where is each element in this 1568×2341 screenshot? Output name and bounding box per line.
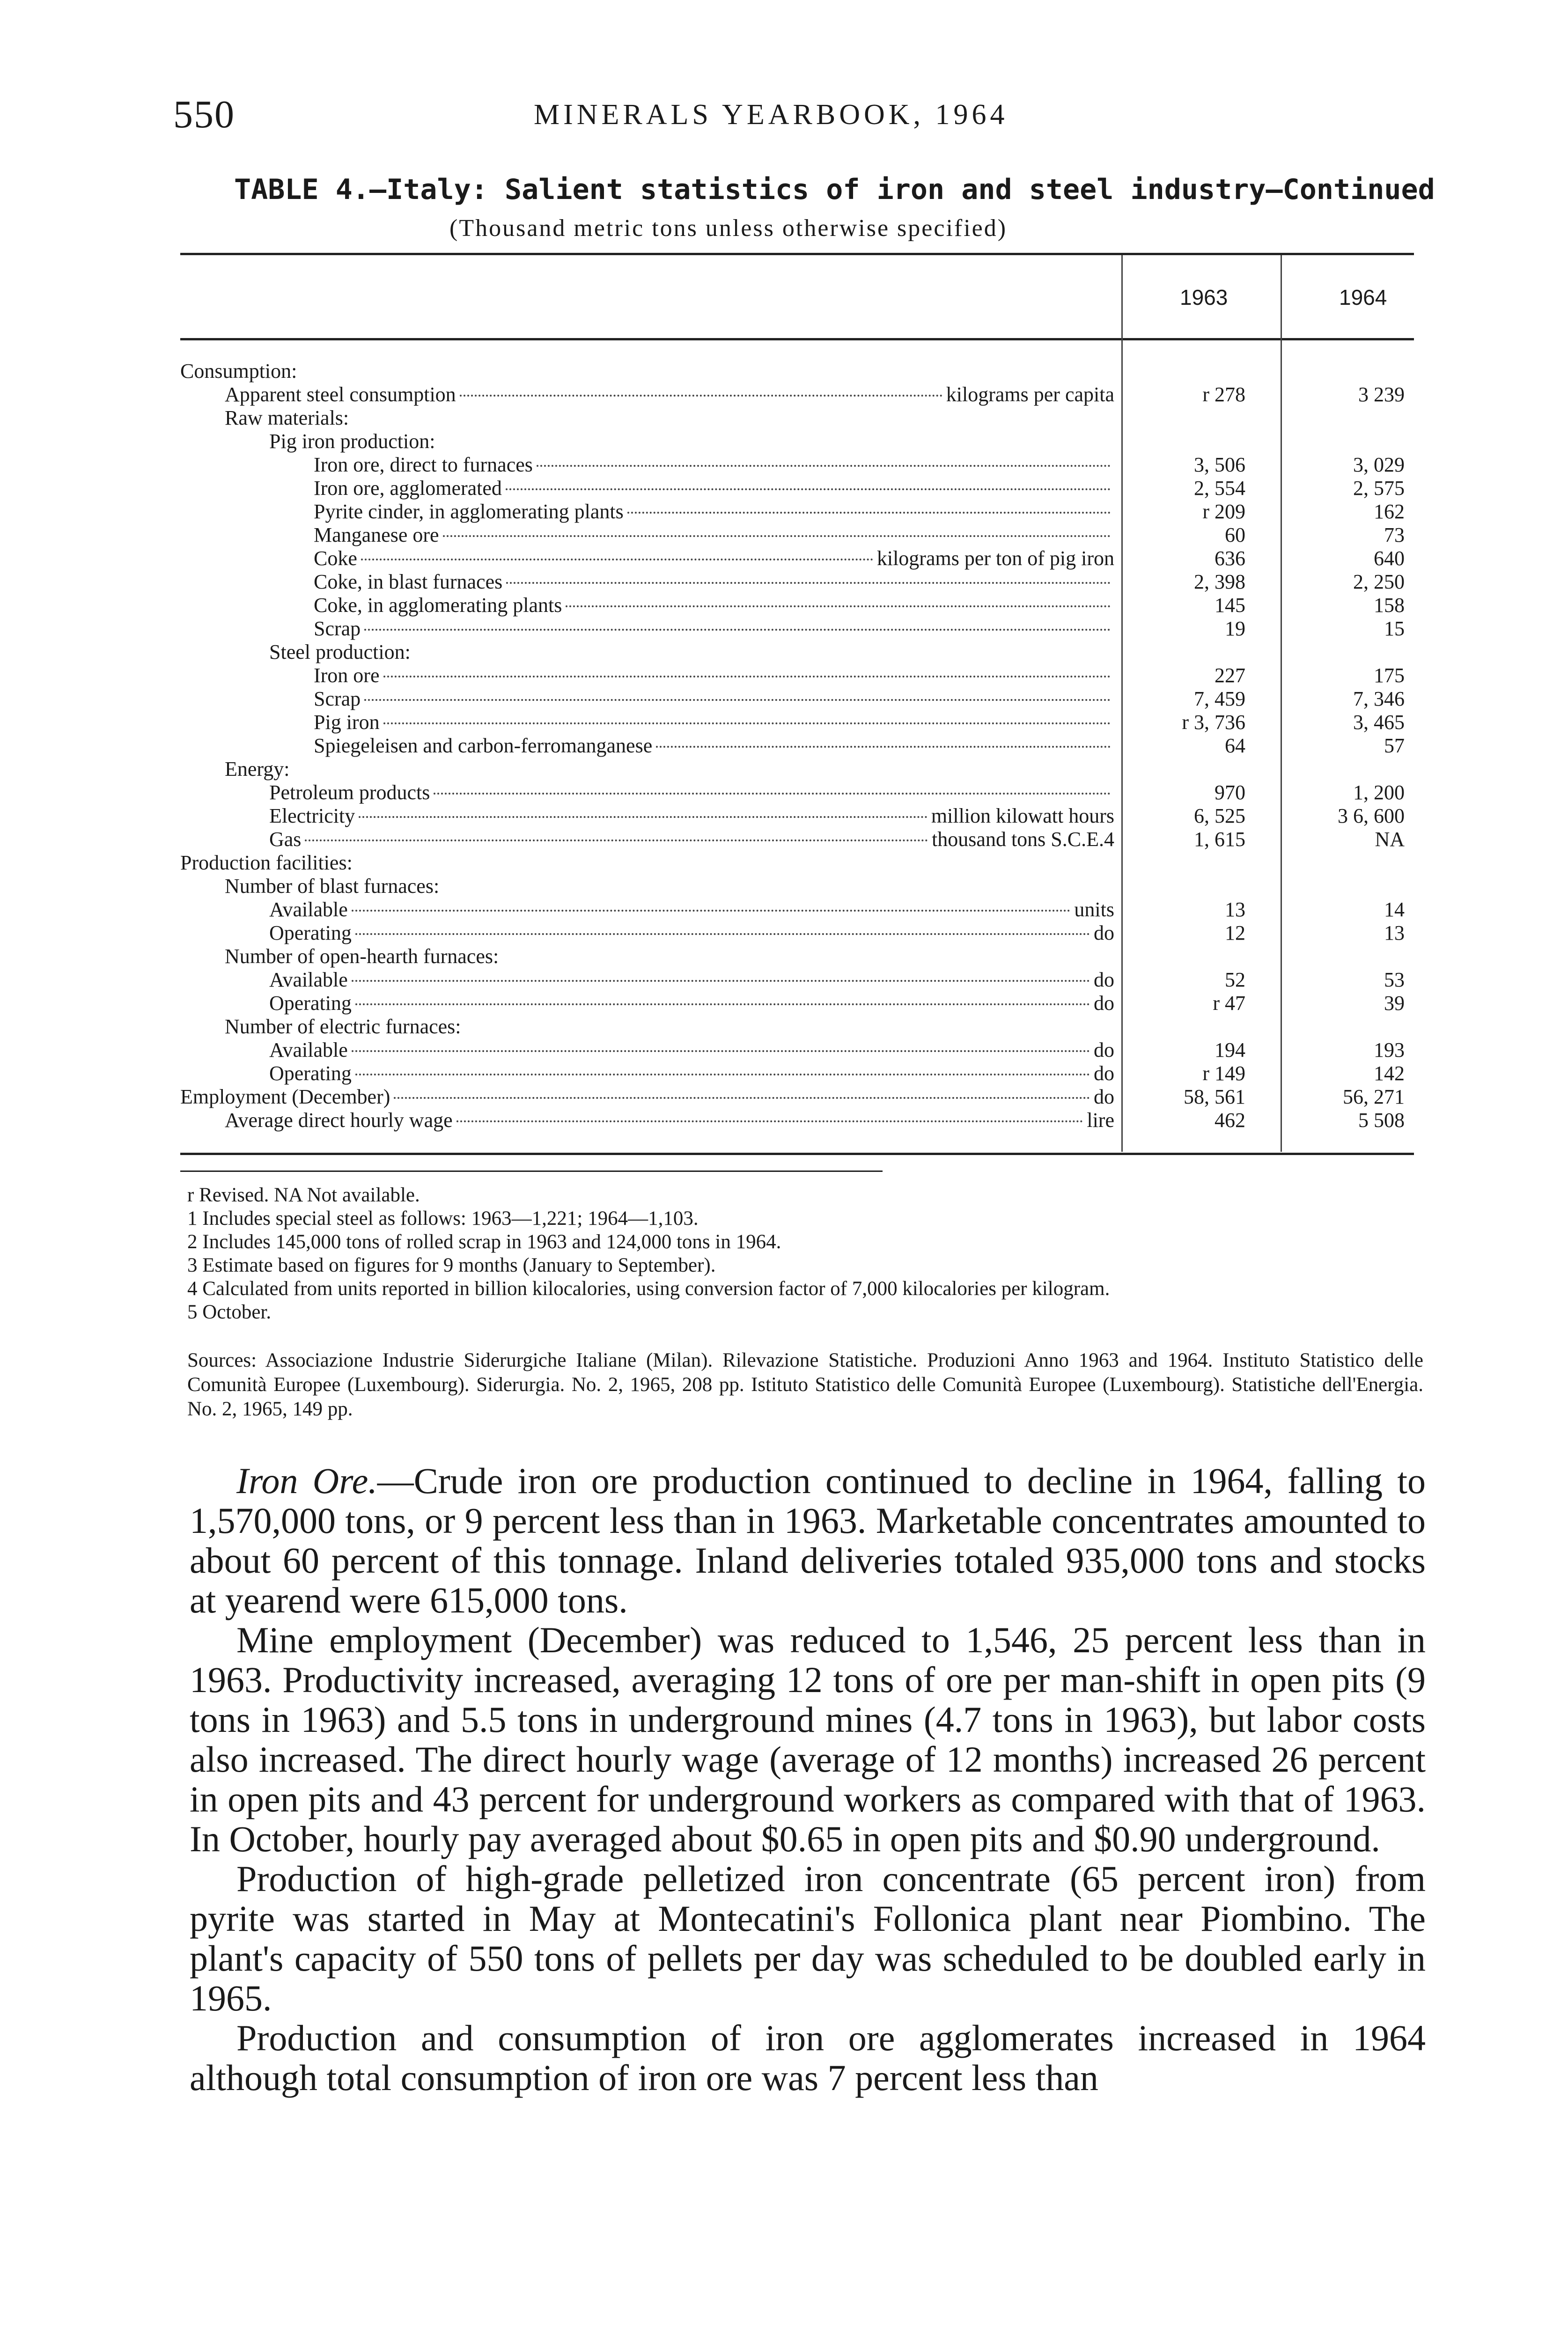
table-row <box>180 430 1414 453</box>
footnote: 2 Includes 145,000 tons of rolled scrap in 1963 and 124,000 tons in 1964. <box>187 1231 781 1253</box>
table-row <box>180 594 1414 617</box>
value-1964: 56, 271 <box>1343 1085 1405 1108</box>
row-unit: units <box>1074 898 1114 921</box>
row-label-wrap <box>314 570 1114 594</box>
table-row <box>180 406 1414 430</box>
paragraph-iron-ore <box>190 1461 1426 1620</box>
section-lead: Iron Ore. <box>236 1460 377 1501</box>
leader-dots <box>361 559 873 560</box>
footnote: 1 Includes special steel as follows: 1963—1,221; 1964—1,103. <box>187 1207 699 1229</box>
leader-dots <box>355 933 1090 935</box>
row-label-wrap <box>314 523 1114 547</box>
row-unit: kilograms per ton of pig iron <box>876 547 1114 570</box>
table-row <box>180 383 1414 406</box>
row-label: Gas <box>269 828 302 851</box>
row-label-wrap <box>225 1015 1114 1038</box>
table-row <box>180 992 1414 1015</box>
value-1963: r 149 <box>1202 1062 1245 1085</box>
row-label: Spiegeleisen and carbon-ferromanganese <box>314 734 653 757</box>
row-label: Number of blast furnaces: <box>225 875 440 898</box>
table-row <box>180 945 1414 968</box>
row-label: Available <box>269 1038 348 1061</box>
table-row <box>180 640 1414 664</box>
leader-dots <box>352 980 1090 982</box>
row-label-wrap <box>269 430 1114 453</box>
leader-dots <box>305 839 928 841</box>
leader-dots <box>537 465 1111 467</box>
row-label: Production facilities: <box>180 851 353 874</box>
table-row <box>180 500 1414 523</box>
row-label: Manganese ore <box>314 523 439 546</box>
table-row <box>180 711 1414 734</box>
row-label: Number of open-hearth furnaces: <box>225 945 499 968</box>
leader-dots <box>394 1097 1090 1099</box>
row-label: Operating <box>269 921 352 944</box>
value-1964: 193 <box>1374 1038 1405 1061</box>
row-label: Available <box>269 968 348 991</box>
row-label: Coke, in blast furnaces <box>314 570 503 593</box>
row-unit: do <box>1094 968 1114 991</box>
leader-dots <box>566 605 1111 607</box>
value-1963: 12 <box>1225 921 1245 944</box>
value-1963: r 47 <box>1213 992 1245 1015</box>
row-label-wrap <box>314 547 1114 570</box>
row-label-wrap <box>269 804 1114 828</box>
row-unit: do <box>1094 1038 1114 1061</box>
value-1963: 7, 459 <box>1194 687 1245 710</box>
footnote: 4 Calculated from units reported in billion kilocalories, using conversion factor of 7,000 kilocalories per kilogram. <box>187 1278 1110 1300</box>
row-label-wrap <box>314 617 1114 640</box>
value-1964: 57 <box>1384 734 1405 757</box>
table-row <box>180 921 1414 945</box>
table-row <box>180 828 1414 851</box>
table-row <box>180 453 1414 477</box>
statistics-table <box>180 360 1414 1132</box>
row-label-wrap <box>225 875 1114 898</box>
paragraph-pellets: Production of high-grade pelletized iron concentrate (65 percent iron) from pyrite was started in May at Montecatini's Follonica plant near Piombino. The plant's capacity of 550 tons of pellets per day was scheduled to be doubled early in 1965. <box>190 1858 1426 2018</box>
sources-note: Sources: Associazione Industrie Siderurgiche Italiane (Milan). Rilevazione Statistiche. Produzioni Anno 1963 and 1964. Instituto Statistico delle Comunità Europee (Luxembourg). Siderurgia. No. 2, 1965, 208 pp. Istituto Statistico delle Comunità Europee (Luxembourg). Statistiche dell'Energia. No. 2, 1965, 149 pp. <box>187 1349 1423 1420</box>
table-row <box>180 968 1414 992</box>
value-1963: 3, 506 <box>1194 453 1245 476</box>
leader-dots <box>443 535 1111 537</box>
row-unit: do <box>1094 1085 1114 1108</box>
row-label-wrap <box>225 406 1114 430</box>
value-1963: 60 <box>1225 523 1245 546</box>
row-label-wrap <box>269 968 1114 992</box>
table-title: TABLE 4.—Italy: Salient statistics of iron and steel industry—Continued <box>234 173 1435 206</box>
value-1963: 194 <box>1215 1038 1245 1061</box>
table-row <box>180 617 1414 640</box>
table-row <box>180 804 1414 828</box>
row-label: Pig iron production: <box>269 430 435 453</box>
row-label-wrap <box>314 734 1114 758</box>
value-1963: 636 <box>1215 547 1245 570</box>
value-1964: 3, 465 <box>1353 711 1405 734</box>
paragraph-employment: Mine employment (December) was reduced to 1,546, 25 percent less than in 1963. Productivity increased, averaging 12 tons of ore per man-shift in open pits (9 tons in 1963) and 5.5 tons in underground mines (4.7 tons in 1963), but labor costs also increased. The direct hourly wage (average of 12 months) increased 26 percent in open pits and 43 percent for underground workers as compared with that of 1963. In October, hourly pay averaged about $0.65 in open pits and $0.90 underground. <box>190 1620 1426 1859</box>
row-label: Operating <box>269 992 352 1015</box>
leader-dots <box>352 910 1071 912</box>
row-label: Number of electric furnaces: <box>225 1015 461 1038</box>
value-1964: 142 <box>1374 1062 1405 1085</box>
table-row <box>180 875 1414 898</box>
value-1964: 53 <box>1384 968 1405 991</box>
footnote: 3 Estimate based on figures for 9 months (January to September). <box>187 1254 716 1276</box>
row-unit: do <box>1094 921 1114 944</box>
column-header-1963: 1963 <box>1180 285 1228 309</box>
leader-dots <box>627 512 1111 514</box>
leader-dots <box>352 1050 1090 1052</box>
leader-dots <box>506 582 1111 584</box>
table-head-rule <box>180 338 1414 340</box>
value-1964: 162 <box>1374 500 1405 523</box>
value-1963: 58, 561 <box>1184 1085 1245 1108</box>
row-label-wrap <box>225 383 1114 406</box>
leader-dots <box>383 676 1111 677</box>
row-label: Available <box>269 898 348 921</box>
row-label: Iron ore, agglomerated <box>314 477 502 500</box>
row-label-wrap <box>180 1085 1114 1109</box>
leader-dots <box>460 395 942 397</box>
row-label: Operating <box>269 1062 352 1085</box>
table-row <box>180 851 1414 875</box>
leader-dots <box>434 793 1111 795</box>
leader-dots <box>364 629 1111 631</box>
leader-dots <box>355 1003 1090 1005</box>
row-unit: lire <box>1087 1109 1114 1132</box>
row-label-wrap <box>269 1038 1114 1062</box>
row-label: Pig iron <box>314 711 380 734</box>
value-1964: 14 <box>1384 898 1405 921</box>
row-label: Electricity <box>269 804 355 827</box>
value-1964: 5 508 <box>1358 1109 1405 1132</box>
table-row <box>180 523 1414 547</box>
table-row <box>180 1085 1414 1109</box>
row-label-wrap <box>225 945 1114 968</box>
row-label-wrap <box>269 992 1114 1015</box>
row-label: Petroleum products <box>269 781 430 804</box>
value-1963: 6, 525 <box>1194 804 1245 827</box>
row-label-wrap <box>225 1109 1114 1132</box>
value-1963: r 3, 736 <box>1182 711 1245 734</box>
table-row <box>180 360 1414 383</box>
leader-dots <box>364 699 1111 701</box>
leader-dots <box>456 1120 1083 1122</box>
value-1964: 39 <box>1384 992 1405 1015</box>
table-row <box>180 547 1414 570</box>
row-label-wrap <box>269 781 1114 804</box>
leader-dots <box>355 1074 1090 1075</box>
value-1964: 2, 575 <box>1353 477 1405 500</box>
value-1963: 2, 398 <box>1194 570 1245 593</box>
row-label: Raw materials: <box>225 406 349 429</box>
row-label-wrap <box>269 828 1114 851</box>
value-1964: 15 <box>1384 617 1405 640</box>
table-bottom-rule <box>180 1153 1414 1155</box>
row-label: Energy: <box>225 758 290 780</box>
row-unit: kilograms per capita <box>946 383 1114 406</box>
row-label-wrap <box>269 898 1114 921</box>
value-1964: 7, 346 <box>1353 687 1405 710</box>
value-1964: 175 <box>1374 664 1405 687</box>
row-label: Apparent steel consumption <box>225 383 456 406</box>
row-label-wrap <box>314 594 1114 617</box>
value-1963: 19 <box>1225 617 1245 640</box>
leader-dots <box>383 722 1111 724</box>
row-label: Average direct hourly wage <box>225 1109 453 1132</box>
row-label: Scrap <box>314 617 361 640</box>
table-row <box>180 898 1414 921</box>
value-1964: NA <box>1375 828 1405 851</box>
value-1963: 52 <box>1225 968 1245 991</box>
value-1964: 73 <box>1384 523 1405 546</box>
page-number: 550 <box>173 93 235 136</box>
leader-dots <box>656 746 1111 748</box>
value-1964: 1, 200 <box>1353 781 1405 804</box>
value-1964: 3, 029 <box>1353 453 1405 476</box>
paragraph-agglomerates: Production and consumption of iron ore agglomerates increased in 1964 although total consumption of iron ore was 7 percent less than <box>190 2017 1426 2098</box>
table-row <box>180 1062 1414 1085</box>
value-1963: 1, 615 <box>1194 828 1245 851</box>
column-header-1964: 1964 <box>1339 285 1387 309</box>
row-label: Steel production: <box>269 640 411 663</box>
leader-dots <box>359 816 928 818</box>
value-1963: 970 <box>1215 781 1245 804</box>
row-label: Coke, in agglomerating plants <box>314 594 562 617</box>
row-unit: thousand tons S.C.E.4 <box>932 828 1114 851</box>
value-1963: 462 <box>1215 1109 1245 1132</box>
row-label: Iron ore <box>314 664 380 687</box>
table-row <box>180 781 1414 804</box>
row-label-wrap <box>269 1062 1114 1085</box>
footnote-rule <box>180 1170 883 1172</box>
table-row <box>180 570 1414 594</box>
row-label-wrap <box>314 711 1114 734</box>
row-label-wrap <box>180 851 1114 875</box>
row-label-wrap <box>314 664 1114 687</box>
running-head: MINERALS YEARBOOK, 1964 <box>534 99 1009 131</box>
row-label-wrap <box>269 921 1114 945</box>
table-subtitle: (Thousand metric tons unless otherwise specified) <box>449 215 1008 242</box>
leader-dots <box>506 488 1111 490</box>
row-label: Iron ore, direct to furnaces <box>314 453 533 476</box>
value-1964: 3 6, 600 <box>1338 804 1405 827</box>
row-label-wrap <box>314 687 1114 711</box>
value-1963: r 278 <box>1202 383 1245 406</box>
footnote: 5 October. <box>187 1301 272 1323</box>
footnotes <box>187 1184 1423 1324</box>
value-1964: 2, 250 <box>1353 570 1405 593</box>
row-unit: do <box>1094 1062 1114 1085</box>
table-row <box>180 687 1414 711</box>
table-row <box>180 734 1414 758</box>
table-row <box>180 1038 1414 1062</box>
value-1964: 640 <box>1374 547 1405 570</box>
footnote: r Revised. NA Not available. <box>187 1184 420 1206</box>
row-label-wrap <box>314 453 1114 477</box>
value-1963: 13 <box>1225 898 1245 921</box>
row-label-wrap <box>314 500 1114 523</box>
row-unit: million kilowatt hours <box>931 804 1114 827</box>
row-label: Scrap <box>314 687 361 710</box>
row-unit: do <box>1094 992 1114 1015</box>
table-top-rule <box>180 253 1414 255</box>
table-row <box>180 477 1414 500</box>
row-label-wrap <box>269 640 1114 664</box>
value-1964: 13 <box>1384 921 1405 944</box>
value-1963: 227 <box>1215 664 1245 687</box>
row-label-wrap <box>225 758 1114 781</box>
row-label-wrap <box>314 477 1114 500</box>
row-label: Pyrite cinder, in agglomerating plants <box>314 500 624 523</box>
table-row <box>180 1015 1414 1038</box>
row-label: Consumption: <box>180 360 297 383</box>
value-1963: 2, 554 <box>1194 477 1245 500</box>
value-1963: 145 <box>1215 594 1245 617</box>
table-row <box>180 1109 1414 1132</box>
value-1963: 64 <box>1225 734 1245 757</box>
paragraph-text: —Crude iron ore production continued to decline in 1964, falling to 1,570,000 tons, or 9 percent less than in 1963. Marketable concentrates amounted to about 60 percent of this tonnage. Inland deliveries totaled 935,000 tons and stocks at yearend were 615,000 tons. <box>190 1460 1426 1620</box>
table-row <box>180 758 1414 781</box>
row-label: Employment (December) <box>180 1085 390 1108</box>
value-1964: 3 239 <box>1358 383 1405 406</box>
body-text <box>190 1461 1426 2098</box>
table-row <box>180 664 1414 687</box>
row-label-wrap <box>180 360 1114 383</box>
row-label: Coke <box>314 547 357 570</box>
value-1964: 158 <box>1374 594 1405 617</box>
value-1963: r 209 <box>1202 500 1245 523</box>
